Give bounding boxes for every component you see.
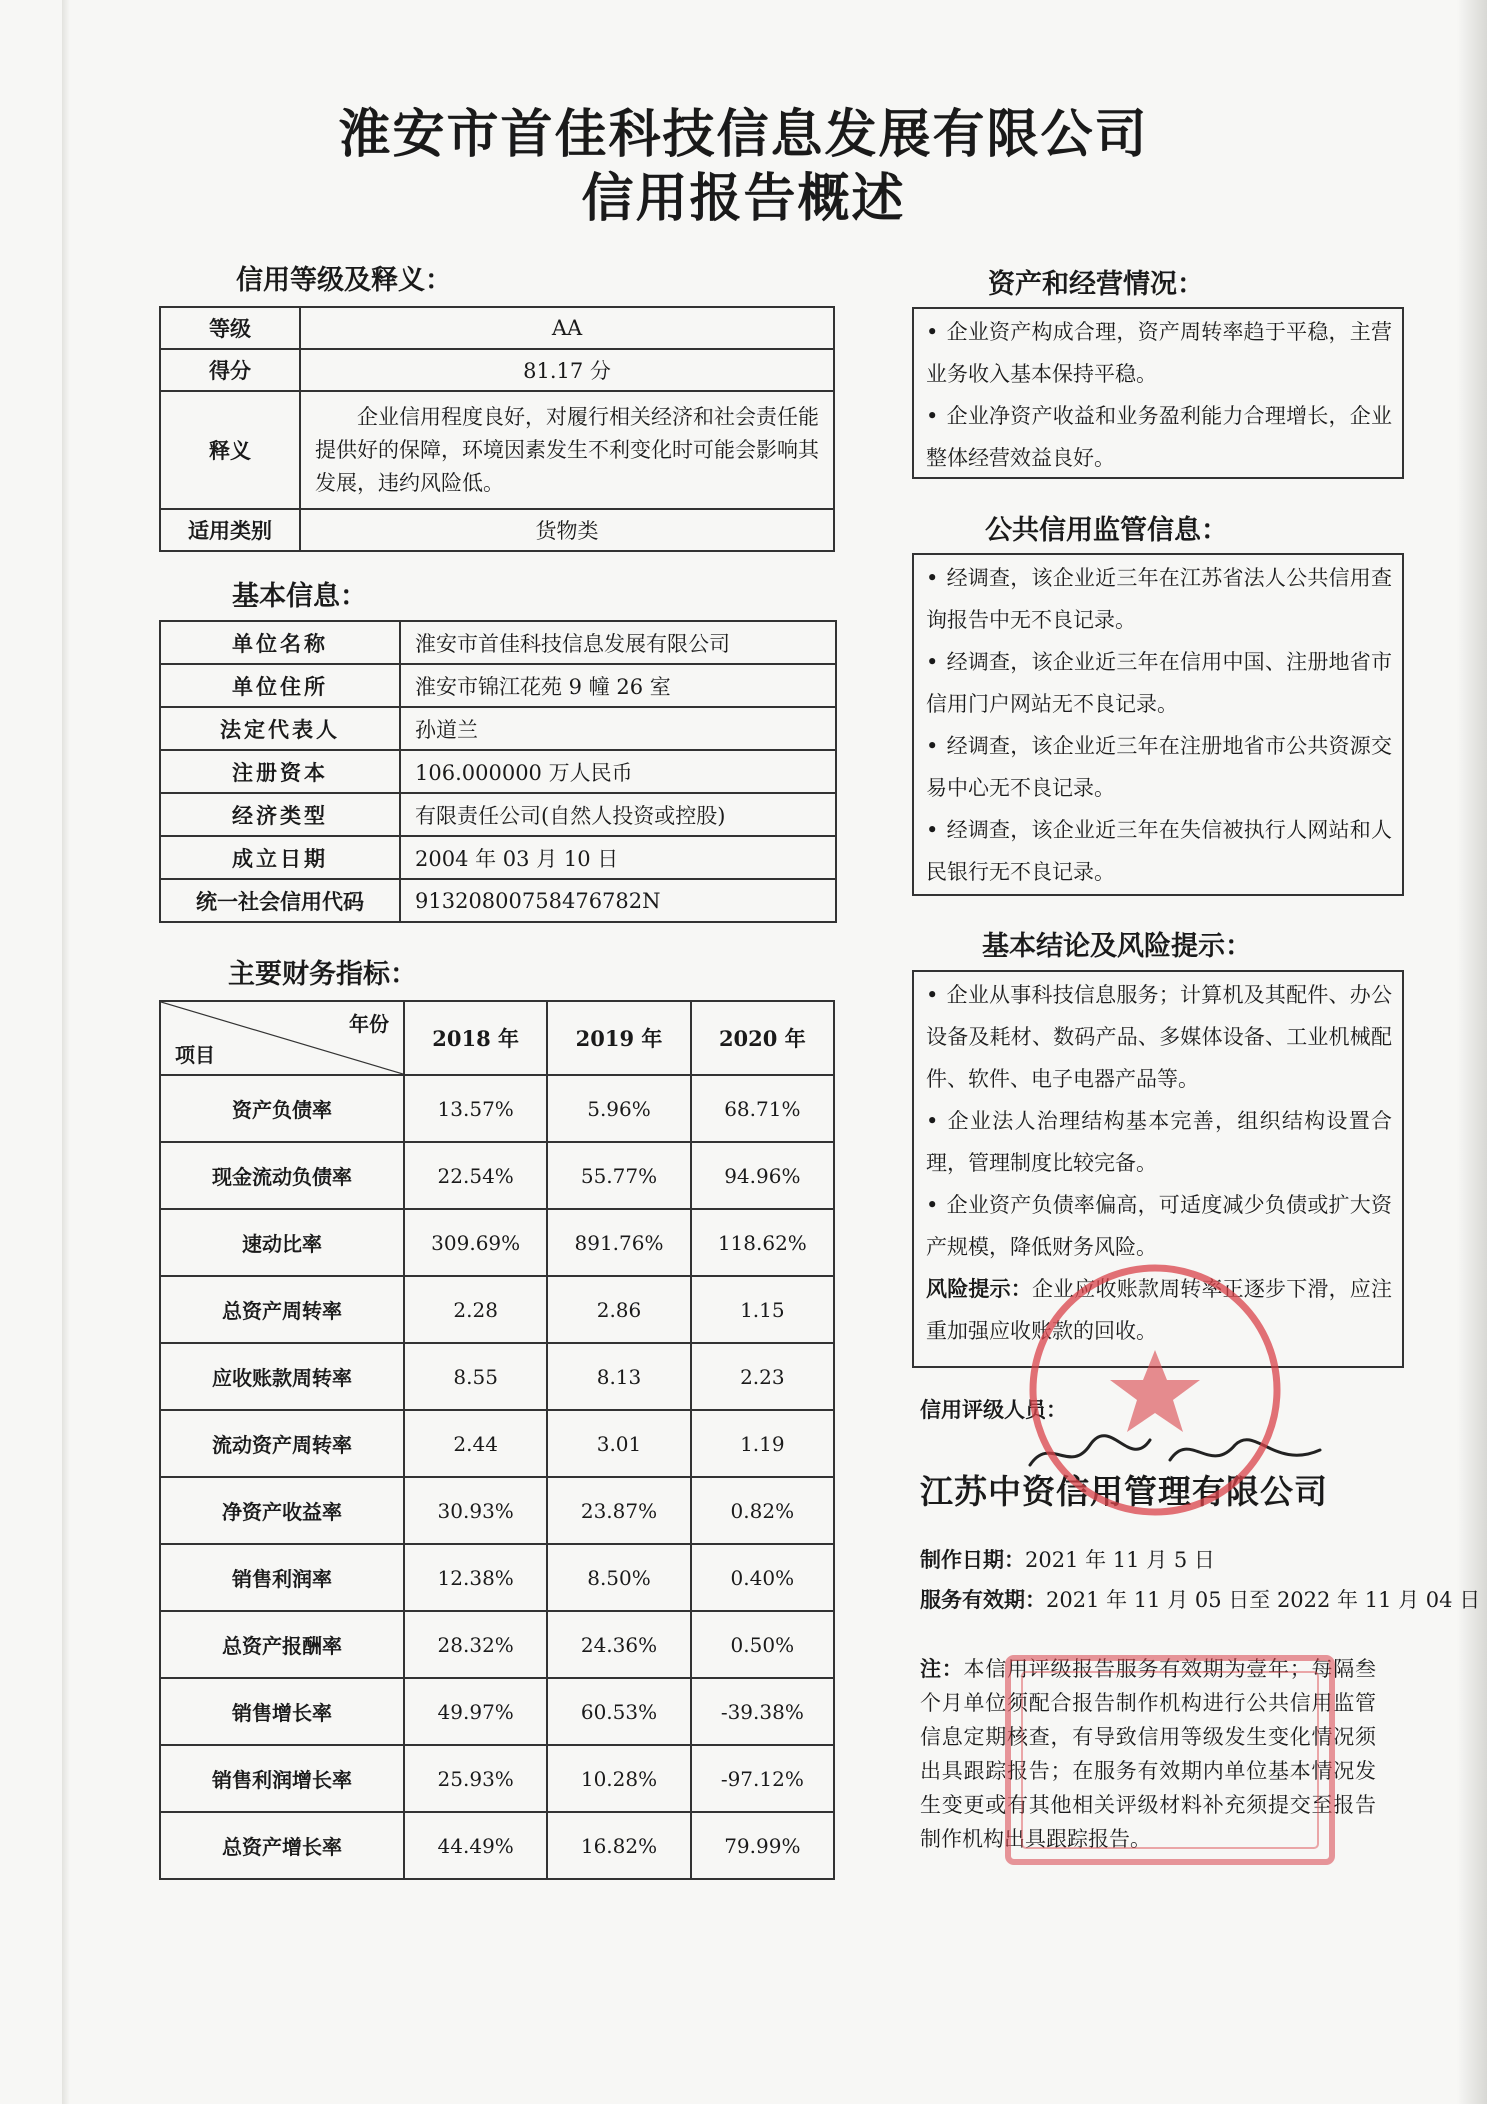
metric-name: 销售增长率 xyxy=(160,1678,404,1745)
conclusion-heading: 基本结论及风险提示： xyxy=(982,931,1252,962)
table-row xyxy=(160,879,836,922)
issue-date-value: 2021 年 11 月 5 日 xyxy=(1025,1548,1215,1572)
table-row xyxy=(160,1343,834,1410)
metric-value: 60.53% xyxy=(547,1678,690,1745)
field-value: 淮安市锦江花苑 9 幢 26 室 xyxy=(400,664,836,707)
metric-value: 2.44 xyxy=(404,1410,547,1477)
bullet-dot-icon: • xyxy=(926,1109,939,1133)
table-row xyxy=(160,1142,834,1209)
metric-name: 销售利润增长率 xyxy=(160,1745,404,1812)
rating-category-value: 货物类 xyxy=(300,509,834,551)
metric-value: 118.62% xyxy=(691,1209,834,1276)
bullet-text: 企业从事科技信息服务；计算机及其配件、办公设备及耗材、数码产品、多媒体设备、工业机械配件、软件、电子电器产品等。 xyxy=(926,983,1392,1091)
field-label: 经济类型 xyxy=(160,793,400,836)
rating-grade-label: 等级 xyxy=(160,307,300,349)
field-value: 106.000000 万人民币 xyxy=(400,750,836,793)
bullet-item xyxy=(926,809,1392,893)
metric-value: 12.38% xyxy=(404,1544,547,1611)
bullet-text: 企业法人治理结构基本完善，组织结构设置合理，管理制度比较完备。 xyxy=(926,1109,1392,1175)
table-row xyxy=(160,1678,834,1745)
table-row xyxy=(160,664,836,707)
rating-table xyxy=(159,306,835,552)
raters-label: 信用评级人员： xyxy=(920,1398,1067,1422)
table-row xyxy=(160,509,834,551)
raters-line xyxy=(920,1394,1067,1424)
metric-value: 2.23 xyxy=(691,1343,834,1410)
metric-value: 49.97% xyxy=(404,1678,547,1745)
metric-name: 流动资产周转率 xyxy=(160,1410,404,1477)
field-value: 有限责任公司(自然人投资或控股) xyxy=(400,793,836,836)
bullet-dot-icon: • xyxy=(926,320,939,344)
year-header: 2018 年 xyxy=(404,1001,547,1075)
table-row xyxy=(160,707,836,750)
year-header: 2020 年 xyxy=(691,1001,834,1075)
bullet-text: 经调查，该企业近三年在江苏省法人公共信用查询报告中无不良记录。 xyxy=(926,566,1392,632)
metric-value: 23.87% xyxy=(547,1477,690,1544)
metric-name: 销售利润率 xyxy=(160,1544,404,1611)
risk-warning xyxy=(926,1268,1392,1352)
bullet-text: 企业资产负债率偏高，可适度减少负债或扩大资产规模，降低财务风险。 xyxy=(926,1193,1392,1259)
metric-value: 2.28 xyxy=(404,1276,547,1343)
table-row xyxy=(160,1075,834,1142)
metric-value: 79.99% xyxy=(691,1812,834,1879)
year-header: 2019 年 xyxy=(547,1001,690,1075)
report-note xyxy=(920,1652,1376,1856)
finance-rows xyxy=(160,1075,834,1879)
bullet-dot-icon: • xyxy=(926,983,939,1007)
bullet-dot-icon: • xyxy=(926,566,939,590)
metric-value: 309.69% xyxy=(404,1209,547,1276)
bullet-item xyxy=(926,311,1392,395)
metric-value: 24.36% xyxy=(547,1611,690,1678)
bullet-text: 经调查，该企业近三年在信用中国、注册地省市信用门户网站无不良记录。 xyxy=(926,650,1392,716)
risk-label: 风险提示： xyxy=(926,1277,1032,1301)
field-value: 孙道兰 xyxy=(400,707,836,750)
bullet-text: 企业资产构成合理，资产周转率趋于平稳，主营业务收入基本保持平稳。 xyxy=(926,320,1392,386)
note-label: 注： xyxy=(920,1657,964,1681)
validity-line xyxy=(920,1584,1480,1614)
metric-value: 55.77% xyxy=(547,1142,690,1209)
rating-desc-value: 企业信用程度良好，对履行相关经济和社会责任能提供好的保障，环境因素发生不利变化时可能会影响其发展，违约风险低。 xyxy=(300,391,834,509)
metric-value: 0.82% xyxy=(691,1477,834,1544)
bullet-dot-icon: • xyxy=(926,1193,939,1217)
table-row xyxy=(160,750,836,793)
metric-value: 25.93% xyxy=(404,1745,547,1812)
table-row xyxy=(160,1611,834,1678)
metric-value: -39.38% xyxy=(691,1678,834,1745)
metric-name: 总资产增长率 xyxy=(160,1812,404,1879)
bullet-item xyxy=(926,725,1392,809)
field-label: 统一社会信用代码 xyxy=(160,879,400,922)
rating-desc-label: 释义 xyxy=(160,391,300,509)
metric-value: 891.76% xyxy=(547,1209,690,1276)
metric-value: 5.96% xyxy=(547,1075,690,1142)
metric-value: 0.50% xyxy=(691,1611,834,1678)
rating-score-label: 得分 xyxy=(160,349,300,391)
bullet-text: 经调查，该企业近三年在失信被执行人网站和人民银行无不良记录。 xyxy=(926,818,1392,884)
note-text: 本信用评级报告服务有效期为壹年；每隔叁个月单位须配合报告制作机构进行公共信用监管信息定期核查，有导致信用等级发生变化情况须出具跟踪报告；在服务有效期内单位基本情况发生变更或有其他相关评级材料补充须提交至报告制作机构出具跟踪报告。 xyxy=(920,1657,1376,1851)
bullet-dot-icon: • xyxy=(926,818,939,842)
page-fold-shadow xyxy=(62,0,70,2104)
table-header-row xyxy=(160,1001,834,1075)
metric-value: 2.86 xyxy=(547,1276,690,1343)
rating-agency-name: 江苏中资信用管理有限公司 xyxy=(920,1472,1328,1511)
metric-name: 总资产报酬率 xyxy=(160,1611,404,1678)
metric-value: 16.82% xyxy=(547,1812,690,1879)
public-credit-box xyxy=(912,553,1404,896)
bullet-text: 企业净资产收益和业务盈利能力合理增长，企业整体经营效益良好。 xyxy=(926,404,1392,470)
metric-value: 30.93% xyxy=(404,1477,547,1544)
finance-table xyxy=(159,1000,835,1880)
bullet-item xyxy=(926,395,1392,479)
field-label: 单位住所 xyxy=(160,664,400,707)
metric-value: 94.96% xyxy=(691,1142,834,1209)
finance-heading: 主要财务指标： xyxy=(228,959,417,990)
risk-text: 企业应收账款周转率正逐步下滑，应注重加强应收账款的回收。 xyxy=(926,1277,1392,1343)
table-row xyxy=(160,1410,834,1477)
corner-item-label: 项目 xyxy=(175,1043,215,1067)
metric-value: 22.54% xyxy=(404,1142,547,1209)
field-label: 法定代表人 xyxy=(160,707,400,750)
bullet-dot-icon: • xyxy=(926,404,939,428)
metric-value: 8.50% xyxy=(547,1544,690,1611)
metric-value: 1.19 xyxy=(691,1410,834,1477)
metric-name: 速动比率 xyxy=(160,1209,404,1276)
bullet-dot-icon: • xyxy=(926,734,939,758)
field-label: 成立日期 xyxy=(160,836,400,879)
table-row xyxy=(160,349,834,391)
conclusion-box xyxy=(912,970,1404,1368)
validity-label: 服务有效期： xyxy=(920,1588,1046,1612)
bullet-item xyxy=(926,1100,1392,1184)
metric-value: 3.01 xyxy=(547,1410,690,1477)
corner-header-cell xyxy=(160,1001,404,1075)
public-credit-heading: 公共信用监管信息： xyxy=(985,515,1228,546)
metric-value: 1.15 xyxy=(691,1276,834,1343)
field-value: 91320800758476782N xyxy=(400,879,836,922)
bullet-item xyxy=(926,974,1392,1100)
issue-date-label: 制作日期： xyxy=(920,1548,1025,1572)
table-row xyxy=(160,307,834,349)
bullet-dot-icon: • xyxy=(926,650,939,674)
table-row xyxy=(160,391,834,509)
metric-name: 总资产周转率 xyxy=(160,1276,404,1343)
bullet-item xyxy=(926,1184,1392,1268)
table-row xyxy=(160,1812,834,1879)
scan-edge-shadow xyxy=(1457,0,1487,2104)
metric-value: 44.49% xyxy=(404,1812,547,1879)
metric-value: 28.32% xyxy=(404,1611,547,1678)
metric-value: 13.57% xyxy=(404,1075,547,1142)
table-row xyxy=(160,1276,834,1343)
assets-heading: 资产和经营情况： xyxy=(988,269,1204,300)
rating-heading: 信用等级及释义： xyxy=(236,265,452,296)
corner-year-label: 年份 xyxy=(349,1012,389,1036)
field-value: 2004 年 03 月 10 日 xyxy=(400,836,836,879)
metric-name: 现金流动负债率 xyxy=(160,1142,404,1209)
basic-info-table xyxy=(159,620,837,923)
table-row xyxy=(160,621,836,664)
rating-score-value: 81.17 分 xyxy=(300,349,834,391)
rating-category-label: 适用类别 xyxy=(160,509,300,551)
table-row xyxy=(160,1477,834,1544)
metric-name: 应收账款周转率 xyxy=(160,1343,404,1410)
bullet-item xyxy=(926,641,1392,725)
table-row xyxy=(160,1209,834,1276)
table-row xyxy=(160,836,836,879)
metric-value: 8.13 xyxy=(547,1343,690,1410)
table-row xyxy=(160,793,836,836)
metric-name: 资产负债率 xyxy=(160,1075,404,1142)
bullet-item xyxy=(926,557,1392,641)
metric-value: 8.55 xyxy=(404,1343,547,1410)
field-value: 淮安市首佳科技信息发展有限公司 xyxy=(400,621,836,664)
metric-value: 10.28% xyxy=(547,1745,690,1812)
issue-date-line xyxy=(920,1544,1215,1574)
assets-box xyxy=(912,307,1404,479)
bullet-text: 经调查，该企业近三年在注册地省市公共资源交易中心无不良记录。 xyxy=(926,734,1392,800)
field-label: 注册资本 xyxy=(160,750,400,793)
table-row xyxy=(160,1745,834,1812)
metric-name: 净资产收益率 xyxy=(160,1477,404,1544)
report-title-company: 淮安市首佳科技信息发展有限公司 xyxy=(338,105,1149,165)
metric-value: -97.12% xyxy=(691,1745,834,1812)
table-row xyxy=(160,1544,834,1611)
metric-value: 0.40% xyxy=(691,1544,834,1611)
rating-grade-value: AA xyxy=(300,307,834,349)
basic-info-heading: 基本信息： xyxy=(232,581,367,612)
report-title-subtitle: 信用报告概述 xyxy=(581,169,906,229)
metric-value: 68.71% xyxy=(691,1075,834,1142)
validity-value: 2021 年 11 月 05 日至 2022 年 11 月 04 日 xyxy=(1046,1588,1481,1612)
field-label: 单位名称 xyxy=(160,621,400,664)
